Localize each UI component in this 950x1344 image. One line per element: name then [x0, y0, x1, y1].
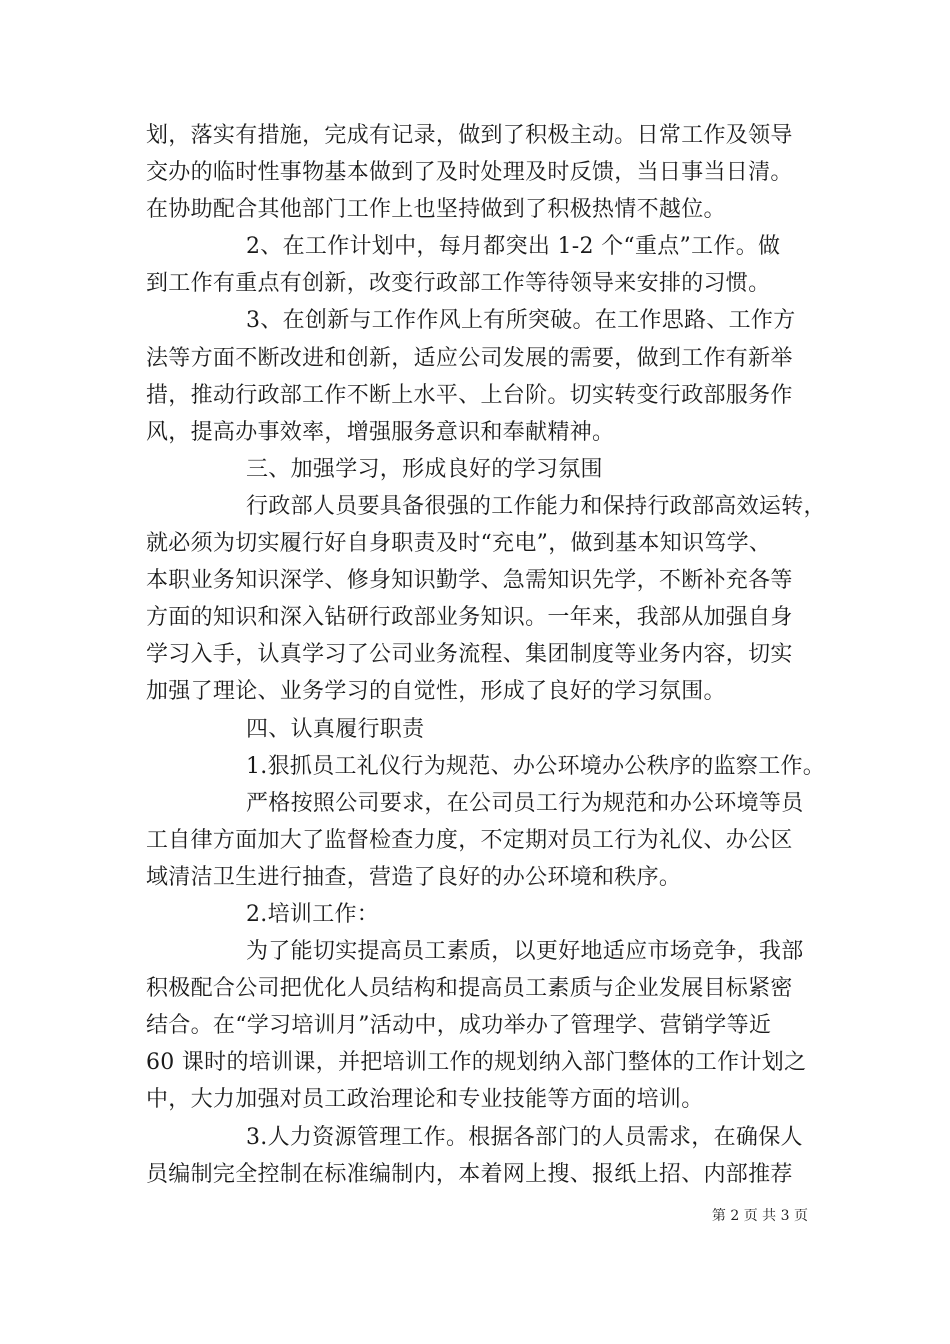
- text-line: 四、认真履行职责: [246, 716, 425, 742]
- text-line: 在协助配合其他部门工作上也坚持做到了积极热情不越位。: [146, 197, 726, 223]
- text-line: 3.人力资源管理工作。根据各部门的人员需求，在确保人: [246, 1124, 803, 1150]
- text-line: 2、在工作计划中，每月都突出 1-2 个“重点”工作。做: [246, 234, 781, 260]
- text-line: 措，推动行政部工作不断上水平、上台阶。切实转变行政部服务作: [146, 382, 793, 408]
- text-line: 积极配合公司把优化人员结构和提高员工素质与企业发展目标紧密: [146, 976, 793, 1002]
- text-line: 严格按照公司要求，在公司员工行为规范和办公环境等员: [246, 790, 804, 816]
- document-body: [146, 117, 826, 1193]
- text-line: 域清洁卫生进行抽查，营造了良好的办公环境和秩序。: [146, 864, 682, 890]
- text-line: 行政部人员要具备很强的工作能力和保持行政部高效运转，: [246, 493, 826, 519]
- text-line: 加强了理论、业务学习的自觉性，形成了良好的学习氛围。: [146, 679, 726, 705]
- text-line: 到工作有重点有创新，改变行政部工作等待领导来安排的习惯。: [146, 271, 771, 297]
- text-line: 1.狠抓员工礼仪行为规范、办公环境办公秩序的监察工作。: [246, 753, 826, 779]
- text-line: 风，提高办事效率，增强服务意识和奉献精神。: [146, 419, 615, 445]
- text-line: 就必须为切实履行好自身职责及时“充电”，做到基本知识笃学、: [146, 531, 772, 557]
- text-line: 3、在创新与工作作风上有所突破。在工作思路、工作方: [246, 308, 796, 334]
- text-line: 交办的临时性事物基本做到了及时处理及时反馈，当日事当日清。: [146, 160, 793, 186]
- text-line: 2.培训工作：: [246, 901, 380, 927]
- text-line: 工自律方面加大了监督检查力度，不定期对员工行为礼仪、办公区: [146, 827, 793, 853]
- text-line: 60 课时的培训课，并把培训工作的规划纳入部门整体的工作计划之: [146, 1050, 807, 1076]
- text-line: 为了能切实提高员工素质，以更好地适应市场竞争，我部: [246, 939, 804, 965]
- text-line: 法等方面不断改进和创新，适应公司发展的需要，做到工作有新举: [146, 345, 793, 371]
- text-line: 员编制完全控制在标准编制内，本着网上搜、报纸上招、内部推荐: [146, 1161, 793, 1187]
- text-line: 中，大力加强对员工政治理论和专业技能等方面的培训。: [146, 1087, 704, 1113]
- text-line: 学习入手，认真学习了公司业务流程、集团制度等业务内容，切实: [146, 642, 793, 668]
- text-line: 结合。在“学习培训月”活动中，成功举办了管理学、营销学等近: [146, 1013, 772, 1039]
- text-line: 三、加强学习，形成良好的学习氛围: [246, 456, 603, 482]
- text-line: 划，落实有措施，完成有记录，做到了积极主动。日常工作及领导: [146, 123, 793, 148]
- text-line: 方面的知识和深入钻研行政部业务知识。一年来，我部从加强自身: [146, 605, 793, 631]
- page-number: 第 2 页 共 3 页: [711, 1208, 808, 1224]
- text-line: 本职业务知识深学、修身知识勤学、急需知识先学，不断补充各等: [146, 568, 793, 594]
